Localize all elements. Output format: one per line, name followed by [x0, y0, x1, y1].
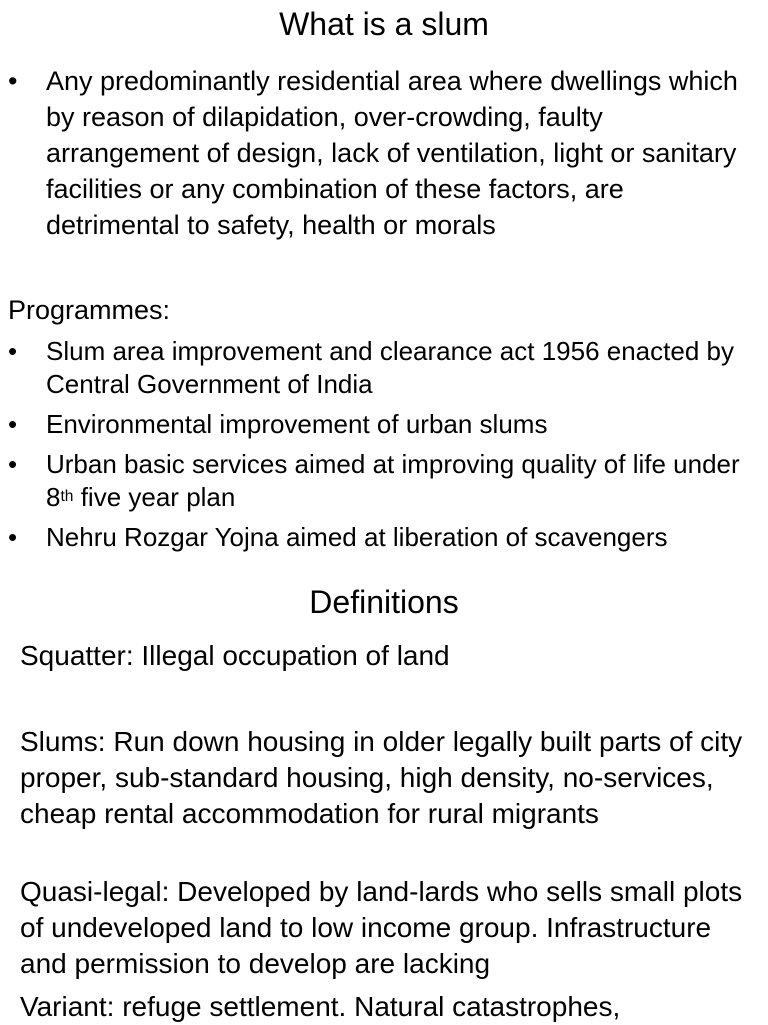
- programme-item-text: Slum area improvement and clearance act 1956 enacted by Central Government of India: [46, 336, 734, 399]
- bullet-marker: •: [8, 522, 18, 552]
- slum-definition-text: Any predominantly residential area where dwellings which by reason of dilapidation, over-crowding, faulty arrangement of design, lack of ventilation, light or sanitary facilities or any combination of these factors, are detrimental to safety, health or morals: [46, 66, 738, 240]
- slide-title-definitions: Definitions: [309, 584, 459, 620]
- definition-variant: Variant: refuge settlement. Natural catastrophes,: [20, 991, 621, 1022]
- superscript-th: th: [60, 487, 74, 505]
- definition-quasi-legal: Quasi-legal: Developed by land-lards who sells small plots of undeveloped land to low income group. Infrastructure and permission to develop are lacking: [20, 876, 743, 979]
- slide-title-what-is-a-slum: What is a slum: [279, 6, 489, 42]
- programme-item-text: Urban basic services aimed at improving quality of life under 8th five year plan: [46, 449, 740, 512]
- definition-slums: Slums: Run down housing in older legally built parts of city proper, sub-standard housing, high density, no-services, cheap rental accommodation for rural migrants: [20, 726, 743, 829]
- programmes-heading: Programmes:: [8, 295, 171, 325]
- bullet-marker: •: [8, 66, 18, 96]
- bullet-marker: •: [8, 409, 18, 439]
- programme-item-text: Environmental improvement of urban slums: [46, 409, 548, 439]
- bullet-marker: •: [8, 336, 18, 366]
- definition-squatter: Squatter: Illegal occupation of land: [20, 640, 450, 671]
- programme-item-text: Nehru Rozgar Yojna aimed at liberation of scavengers: [46, 522, 668, 552]
- bullet-marker: •: [8, 449, 18, 479]
